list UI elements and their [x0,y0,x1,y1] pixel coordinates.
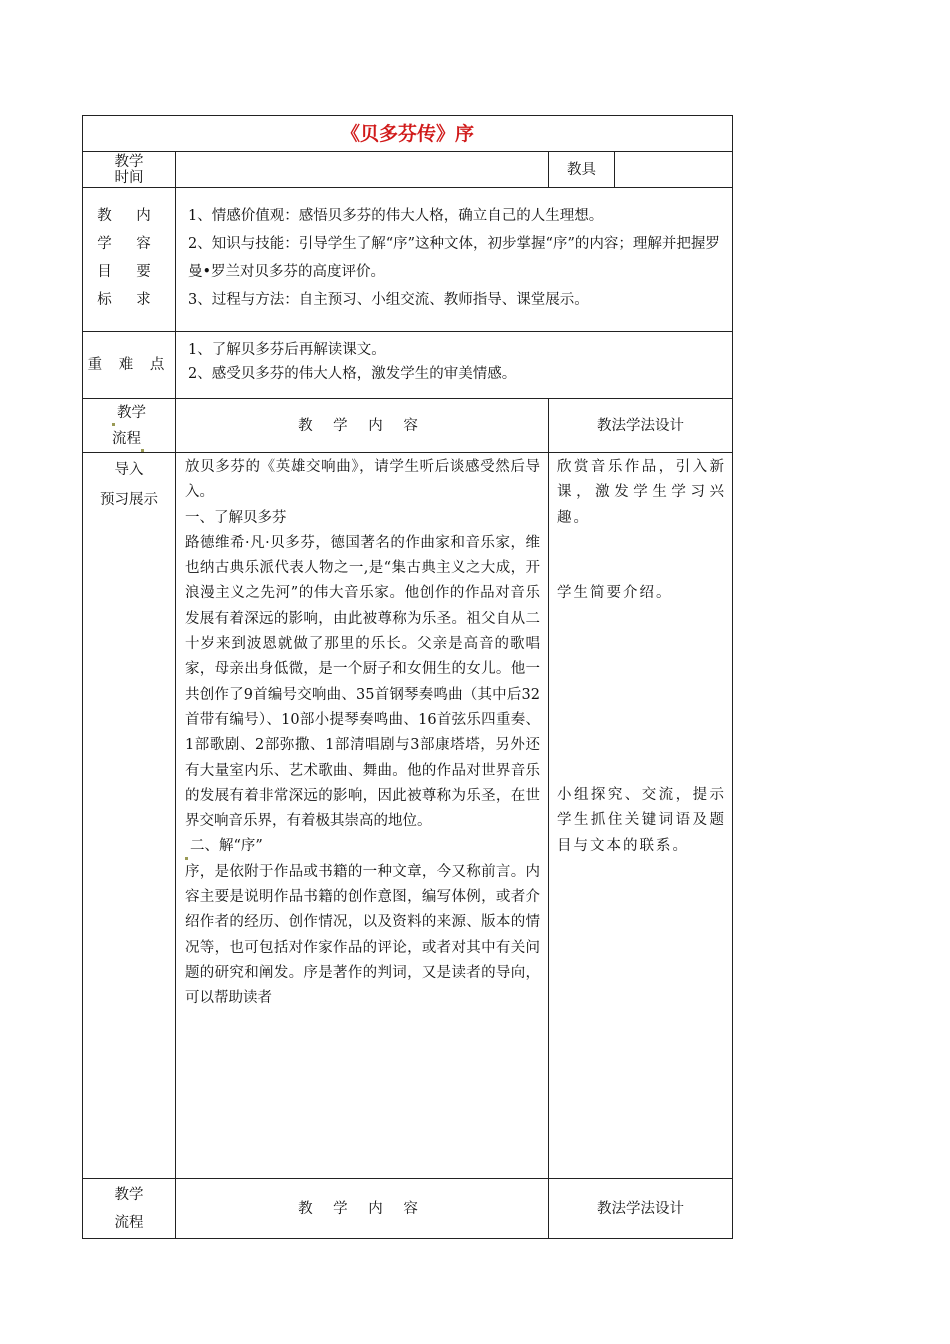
goals-label: 教 内 学 容 目 要 标 求 [83,188,176,332]
flow-label: 教学 流程 [83,399,176,453]
content-header: 教 学 内 容 [176,399,549,453]
method-design [549,453,733,1179]
time-label: 教学 时间 [83,152,176,188]
section2-body: 序，是依附于作品或书籍的一种文章，今又称前言。内容主要是说明作品书籍的创作意图，编写体例，或者介绍作者的经历、创作情况，以及资料的来源、版本的情况等，也可包括对作家作品的评论，或者对其中有关问题的研究和阐发。序是著作的判词，又是读者的导向，可以帮助读者 [185,863,540,1007]
tools-value [615,152,733,188]
method-header: 教法学法设计 [549,399,733,453]
method-note-3: 小组探究、交流，提示学生抓住关键词语及题目与文本的联系。 [557,787,727,854]
lesson-plan-table [82,115,733,1239]
title-row [83,116,733,152]
goal-item: 3、过程与方法：自主预习、小组交流、教师指导、课堂展示。 [188,292,589,308]
page-title: 《贝多芬传》序 [83,116,733,152]
method-note-1: 欣赏音乐作品，引入新课，激发学生学习兴趣。 [557,459,727,526]
main-row [83,453,733,1179]
goals-list [176,188,733,332]
method-header-footer: 教法学法设计 [549,1179,733,1239]
tools-label: 教具 [549,152,615,188]
difficulty-item: 1、了解贝多芬后再解读课文。 [188,342,386,358]
flow-label-footer: 教学 流程 [83,1179,176,1239]
stage-intro-label: 导入 [114,462,144,478]
difficulty-list [176,332,733,399]
section1-body: 路德维希·凡·贝多芬，德国著名的作曲家和音乐家，维也纳古典乐派代表人物之一,是“集古典主义之大成，开浪漫主义之先河”的伟大音乐家。他创作的作品对音乐发展有着深远的影响，由此被尊称为乐圣。祖父自从二十岁来到波恩就做了那里的乐长。父亲是高音的歌唱家，母亲出身低微，是一个厨子和女佣生的女儿。他一共创作了9首编号交响曲、35首钢琴奏鸣曲（其中后32首带有编号）、10部小提琴奏鸣曲、16首弦乐四重奏、1部歌剧、2部弥撒、1部清唱剧与3部康塔塔，另外还有大量室内乐、艺术歌曲、舞曲。他的作品对世界音乐的发展有着非常深远的影响，因此被尊称为乐圣，在世界交响音乐界，有着极其崇高的地位。 [185,534,540,830]
content-header-footer: 教 学 内 容 [176,1179,549,1239]
intro-text: 放贝多芬的《英雄交响曲》，请学生听后谈感受然后导入。 [185,459,540,501]
time-value [176,152,549,188]
flow-header-row [83,399,733,453]
section2-title: 二、解“序” [190,838,263,855]
method-note-2: 学生简要介绍。 [557,584,673,601]
section1-title: 一、了解贝多芬 [185,509,287,526]
stage-preview-label: 预习展示 [100,492,158,508]
goal-item: 2、知识与技能：引导学生了解“序”这种文体，初步掌握“序”的内容；理解并把握罗曼•罗兰对贝多芬的高度评价。 [188,236,720,280]
mark-dot-icon [141,449,144,452]
difficulty-item: 2、感受贝多芬的伟大人格，激发学生的审美情感。 [188,366,517,382]
flow-footer-row [83,1179,733,1239]
stage-labels [83,453,176,1179]
difficulty-row [83,332,733,399]
section2-title-line [185,834,540,859]
teaching-content [176,453,549,1179]
time-row [83,152,733,188]
difficulty-label: 重 难 点 [83,332,176,399]
goals-row [83,188,733,332]
goal-item: 1、情感价值观：感悟贝多芬的伟大人格，确立自己的人生理想。 [188,208,604,224]
